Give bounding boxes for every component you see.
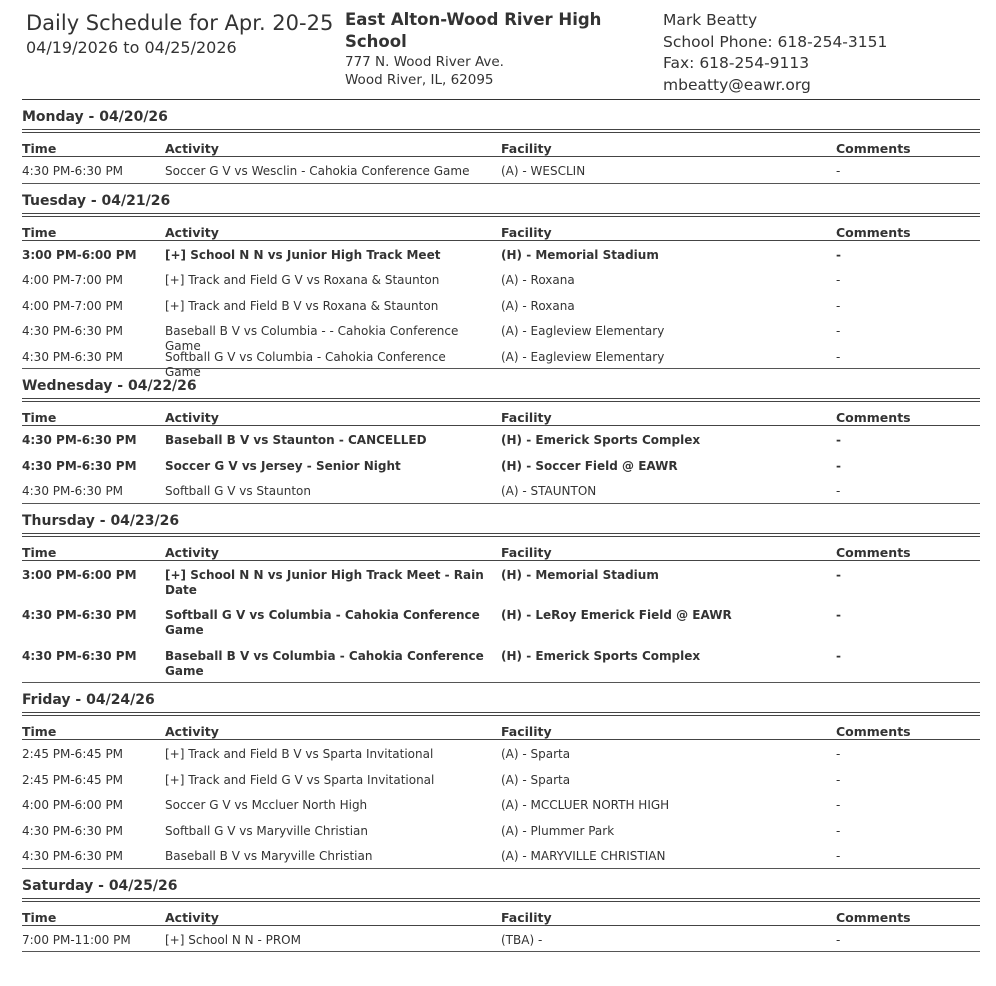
event-row bbox=[22, 926, 980, 952]
event-row bbox=[22, 561, 980, 602]
column-header-comments: Comments bbox=[836, 724, 911, 739]
event-time: 4:30 PM-6:30 PM bbox=[22, 849, 124, 863]
column-header-facility: Facility bbox=[501, 224, 552, 240]
column-header-activity: Activity bbox=[165, 909, 219, 925]
event-comments: - bbox=[836, 273, 841, 287]
address-line-2: Wood River, IL, 62095 bbox=[345, 72, 494, 88]
day-title: Tuesday - 04/21/26 bbox=[22, 192, 171, 209]
event-activity[interactable]: Baseball B V vs Staunton - CANCELLED bbox=[165, 433, 427, 447]
column-header-facility: Facility bbox=[501, 544, 552, 560]
event-activity[interactable]: [+] School N N - PROM bbox=[165, 932, 301, 947]
contact-fax: Fax: 618-254-9113 bbox=[663, 54, 810, 72]
day-title: Wednesday - 04/22/26 bbox=[22, 378, 197, 394]
event-facility: (A) - Roxana bbox=[501, 273, 575, 287]
event-time: 4:30 PM-6:30 PM bbox=[22, 458, 137, 473]
event-time: 3:00 PM-6:00 PM bbox=[22, 567, 137, 582]
event-activity[interactable]: Softball G V vs Staunton bbox=[165, 484, 311, 498]
contact-name: Mark Beatty bbox=[663, 11, 758, 29]
event-activity[interactable]: Softball G V vs Maryville Christian bbox=[165, 823, 368, 838]
column-header-time: Time bbox=[22, 724, 57, 739]
event-comments: - bbox=[836, 247, 841, 262]
event-time: 4:00 PM-7:00 PM bbox=[22, 298, 124, 313]
event-facility: (A) - MCCLUER NORTH HIGH bbox=[501, 798, 670, 812]
event-activity[interactable]: Baseball B V vs Maryville Christian bbox=[165, 849, 373, 863]
column-header-time: Time bbox=[22, 224, 57, 240]
day-section bbox=[22, 369, 980, 504]
school-address bbox=[345, 53, 504, 89]
event-facility: (A) - Eagleview Elementary bbox=[501, 349, 665, 364]
day-title: Monday - 04/20/26 bbox=[22, 109, 168, 125]
event-facility: (H) - LeRoy Emerick Field @ EAWR bbox=[501, 608, 732, 622]
column-header-row bbox=[22, 537, 980, 561]
event-time: 4:30 PM-6:30 PM bbox=[22, 433, 137, 447]
event-facility: (A) - Sparta bbox=[501, 772, 571, 787]
event-activity[interactable]: [+] Track and Field G V vs Roxana & Staunton bbox=[165, 273, 440, 287]
event-comments: - bbox=[836, 484, 841, 498]
event-row bbox=[22, 766, 980, 792]
event-activity[interactable]: Softball G V vs Columbia - Cahokia Conference Game bbox=[165, 608, 480, 637]
event-comments: - bbox=[836, 932, 841, 947]
column-header-time: Time bbox=[22, 909, 57, 925]
column-header-row bbox=[22, 133, 980, 157]
event-comments: - bbox=[836, 567, 841, 582]
event-comments: - bbox=[836, 324, 841, 338]
address-line-1: 777 N. Wood River Ave. bbox=[345, 54, 504, 70]
event-time: 4:30 PM-6:30 PM bbox=[22, 648, 137, 663]
day-list bbox=[22, 100, 980, 952]
contact-phone: School Phone: 618-254-3151 bbox=[663, 32, 888, 51]
day-end-rule bbox=[22, 951, 980, 952]
event-activity[interactable]: Baseball B V vs Columbia - - Cahokia Conference Game bbox=[165, 324, 459, 353]
event-row bbox=[22, 157, 980, 183]
event-comments: - bbox=[836, 849, 841, 863]
event-row bbox=[22, 642, 980, 683]
event-facility: (A) - WESCLIN bbox=[501, 164, 586, 178]
column-header-time: Time bbox=[22, 544, 57, 560]
event-comments: - bbox=[836, 772, 841, 787]
column-header-time: Time bbox=[22, 410, 57, 425]
event-activity[interactable]: Soccer G V vs Jersey - Senior Night bbox=[165, 458, 401, 473]
event-time: 4:30 PM-6:30 PM bbox=[22, 324, 124, 338]
column-header-facility: Facility bbox=[501, 141, 552, 156]
day-section bbox=[22, 184, 980, 379]
event-activity[interactable]: [+] Track and Field B V vs Roxana & Staunton bbox=[165, 298, 439, 313]
event-row bbox=[22, 241, 980, 267]
column-header-comments: Comments bbox=[836, 141, 911, 156]
contact-block bbox=[663, 10, 887, 96]
event-row bbox=[22, 317, 980, 353]
column-header-comments: Comments bbox=[836, 224, 911, 240]
column-header-row bbox=[22, 902, 980, 926]
day-section bbox=[22, 869, 980, 953]
event-time: 4:30 PM-6:30 PM bbox=[22, 349, 124, 364]
event-facility: (H) - Memorial Stadium bbox=[501, 247, 659, 262]
event-facility: (A) - MARYVILLE CHRISTIAN bbox=[501, 849, 666, 863]
event-comments: - bbox=[836, 458, 841, 473]
event-time: 4:30 PM-6:30 PM bbox=[22, 484, 124, 498]
column-header-comments: Comments bbox=[836, 544, 911, 560]
event-facility: (H) - Emerick Sports Complex bbox=[501, 648, 701, 663]
column-header-comments: Comments bbox=[836, 410, 911, 425]
event-activity[interactable]: [+] Track and Field G V vs Sparta Invitational bbox=[165, 772, 435, 787]
event-facility: (A) - STAUNTON bbox=[501, 484, 597, 498]
event-activity[interactable]: Soccer G V vs Wesclin - Cahokia Conference Game bbox=[165, 164, 470, 178]
event-row bbox=[22, 452, 980, 478]
event-activity[interactable]: Baseball B V vs Columbia - Cahokia Conference Game bbox=[165, 648, 484, 678]
event-activity[interactable]: [+] Track and Field B V vs Sparta Invitational bbox=[165, 747, 434, 761]
event-comments: - bbox=[836, 648, 841, 663]
event-row bbox=[22, 343, 980, 379]
day-title: Saturday - 04/25/26 bbox=[22, 877, 178, 894]
event-facility: (H) - Soccer Field @ EAWR bbox=[501, 458, 678, 473]
column-header-comments: Comments bbox=[836, 909, 911, 925]
event-time: 4:00 PM-7:00 PM bbox=[22, 273, 124, 287]
event-time: 4:30 PM-6:30 PM bbox=[22, 823, 124, 838]
event-comments: - bbox=[836, 747, 841, 761]
event-activity[interactable]: [+] School N N vs Junior High Track Meet bbox=[165, 247, 441, 262]
column-header-facility: Facility bbox=[501, 909, 552, 925]
event-row bbox=[22, 292, 980, 318]
day-section bbox=[22, 100, 980, 184]
column-header-activity: Activity bbox=[165, 141, 219, 156]
event-facility: (A) - Plummer Park bbox=[501, 823, 615, 838]
column-header-activity: Activity bbox=[165, 224, 219, 240]
school-name: East Alton-Wood River High School bbox=[345, 10, 602, 51]
column-header-facility: Facility bbox=[501, 724, 552, 739]
event-comments: - bbox=[836, 608, 841, 622]
column-header-activity: Activity bbox=[165, 724, 219, 739]
event-row bbox=[22, 817, 980, 843]
event-comments: - bbox=[836, 798, 841, 812]
day-section bbox=[22, 504, 980, 684]
event-row bbox=[22, 842, 980, 868]
event-row bbox=[22, 791, 980, 817]
event-time: 2:45 PM-6:45 PM bbox=[22, 772, 124, 787]
column-header-row bbox=[22, 402, 980, 426]
column-header-time: Time bbox=[22, 141, 57, 156]
event-comments: - bbox=[836, 433, 841, 447]
contact-email[interactable]: mbeatty@eawr.org bbox=[663, 75, 811, 94]
event-time: 4:00 PM-6:00 PM bbox=[22, 798, 124, 812]
column-header-row bbox=[22, 716, 980, 740]
event-facility: (A) - Eagleview Elementary bbox=[501, 324, 665, 338]
schedule-title: Daily Schedule for Apr. 20-25 bbox=[26, 11, 334, 35]
day-title: Friday - 04/24/26 bbox=[22, 692, 155, 708]
event-time: 4:30 PM-6:30 PM bbox=[22, 608, 137, 622]
column-header-activity: Activity bbox=[165, 410, 219, 425]
event-activity[interactable]: [+] School N N vs Junior High Track Meet - Rain Date bbox=[165, 567, 484, 597]
event-time: 2:45 PM-6:45 PM bbox=[22, 747, 124, 761]
column-header-activity: Activity bbox=[165, 544, 219, 560]
event-time: 7:00 PM-11:00 PM bbox=[22, 932, 131, 947]
event-row bbox=[22, 477, 980, 503]
event-comments: - bbox=[836, 298, 841, 313]
column-header-facility: Facility bbox=[501, 410, 552, 425]
event-row bbox=[22, 740, 980, 766]
date-range: 04/19/2026 to 04/25/2026 bbox=[26, 38, 237, 57]
event-facility: (TBA) - bbox=[501, 932, 543, 947]
event-activity[interactable]: Softball G V vs Columbia - Cahokia Conference Game bbox=[165, 349, 446, 379]
event-comments: - bbox=[836, 349, 841, 364]
event-time: 3:00 PM-6:00 PM bbox=[22, 247, 137, 262]
event-facility: (H) - Emerick Sports Complex bbox=[501, 433, 701, 447]
event-facility: (H) - Memorial Stadium bbox=[501, 567, 659, 582]
page-header bbox=[0, 0, 996, 100]
event-activity[interactable]: Soccer G V vs Mccluer North High bbox=[165, 798, 368, 812]
event-row bbox=[22, 601, 980, 642]
event-facility: (A) - Roxana bbox=[501, 298, 575, 313]
day-section bbox=[22, 683, 980, 869]
event-time: 4:30 PM-6:30 PM bbox=[22, 164, 124, 178]
event-facility: (A) - Sparta bbox=[501, 747, 571, 761]
event-row bbox=[22, 266, 980, 292]
event-row bbox=[22, 426, 980, 452]
day-title: Thursday - 04/23/26 bbox=[22, 512, 180, 529]
column-header-row bbox=[22, 217, 980, 241]
event-comments: - bbox=[836, 164, 841, 178]
event-comments: - bbox=[836, 823, 841, 838]
